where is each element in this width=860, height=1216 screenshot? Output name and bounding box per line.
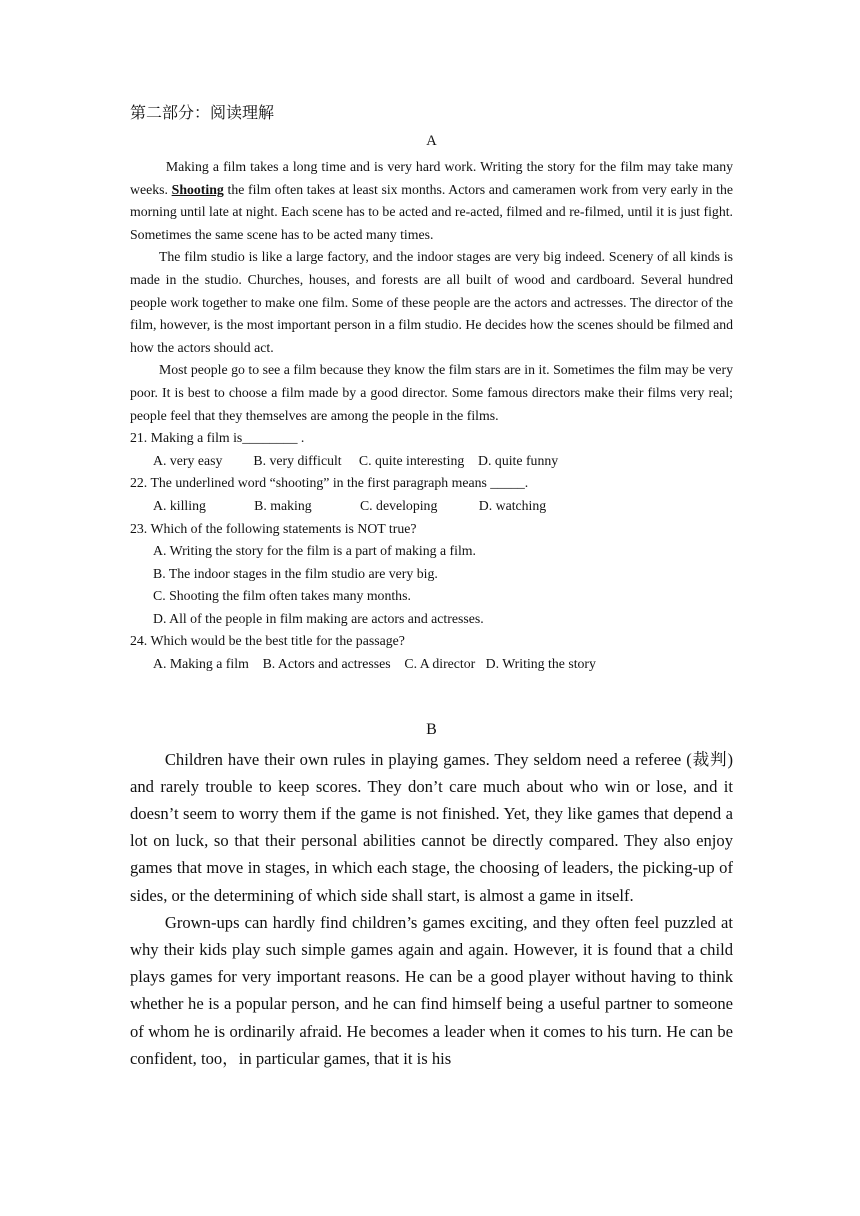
reading-passage-a	[130, 130, 733, 676]
question-24-stem: 24. Which would be the best title for the passage?	[130, 633, 405, 649]
passage-a-paragraph-3: Most people go to see a film because they know the film stars are in it. Sometimes the film may be very poor. It is best to choose a film made by a good director. Some famous directors make their films very real; people feel that they themselves are among the people in the films.	[130, 362, 733, 423]
section-title: 第二部分：阅读理解	[130, 105, 275, 122]
underlined-word: Shooting	[171, 181, 224, 197]
passage-b-paragraph-2: Grown-ups can hardly find children’s games exciting, and they often feel puzzled at why their kids play such simple games again and again. However, it is found that a child plays games for very important reasons. He can be a good player without having to think whether he is a popular person, and he can find himself being a useful partner to someone of whom he is ordinarily afraid. He becomes a leader when it comes to his turn. He can be confident, too，in particular games, that it is his	[130, 912, 733, 1068]
reading-passage-b	[130, 718, 733, 1072]
passage-a-letter: A	[426, 133, 437, 149]
passage-b-letter: B	[426, 720, 437, 738]
passage-a-paragraph-2: The film studio is like a large factory, and the indoor stages are very big indeed. Scenery of all kinds is made in the studio. Churches, houses, and forests are all built of wood and cardboard. Several hundred people work together to make one film. Some of these people are the actors and actresses. The director of the film, however, is the most important person in a film studio. He decides how the scenes should be filmed and how the actors should act.	[130, 249, 733, 355]
passage-a-paragraph-1	[130, 156, 733, 246]
question-23-option-b: B. The indoor stages in the film studio are very big.	[153, 565, 438, 581]
question-22-options: A. killing B. making C. developing D. watching	[153, 497, 547, 513]
p1-text-before: Making a film takes a long time and is very hard work. Writing the story for the film may take many weeks.	[130, 159, 733, 197]
question-22-stem: 22. The underlined word “shooting” in the first paragraph means _____.	[130, 475, 529, 491]
question-21-options: A. very easy B. very difficult C. quite interesting D. quite funny	[153, 452, 559, 468]
p1-text-after: the film often takes at least six months. Actors and cameramen work from very early in the morning until late at night. Each scene has to be acted and re-acted, filmed and re-filmed, until it is just fight. Sometimes the same scene has to be acted many times.	[130, 181, 733, 242]
question-23-stem: 23. Which of the following statements is NOT true?	[130, 520, 417, 536]
question-24-options: A. Making a film B. Actors and actresses C. A director D. Writing the story	[153, 656, 596, 672]
exam-page	[130, 100, 733, 1072]
question-23-option-a: A. Writing the story for the film is a part of making a film.	[153, 543, 476, 559]
passage-b-paragraph-1: Children have their own rules in playing games. They seldom need a referee (裁判) and rarely trouble to keep scores. They don’t care much about who win or lose, and it doesn’t seem to worry them if the game is not finished. Yet, they like games that depend a lot on luck, so that their personal abilities cannot be directly compared. They also enjoy games that move in stages, in which each stage, the choosing of leaders, the picking-up of sides, or the determining of which side shall start, is almost a game in itself.	[130, 749, 733, 905]
question-21-stem: 21. Making a film is________ .	[130, 430, 305, 446]
question-23-option-c: C. Shooting the film often takes many months.	[153, 588, 411, 604]
question-23-option-d: D. All of the people in film making are actors and actresses.	[153, 610, 484, 626]
